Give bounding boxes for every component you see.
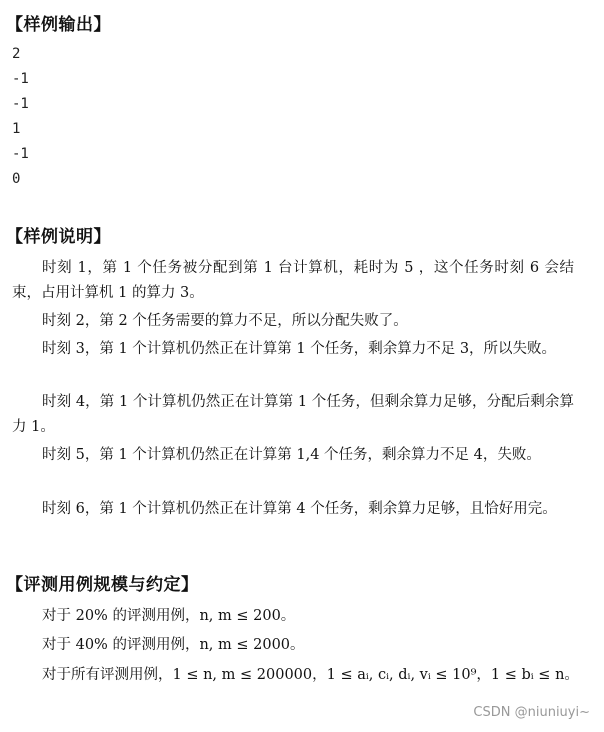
explanation-paragraph: 时刻 3，第 1 个计算机仍然正在计算第 1 个任务，剩余算力不足 3，所以失败。 bbox=[42, 341, 557, 357]
explanation-paragraph: 时刻 4，第 1 个计算机仍然正在计算第 1 个任务，但剩余算力足够，分配后剩余算力 1。 bbox=[12, 394, 574, 435]
sample-output-line: 2 bbox=[12, 46, 21, 62]
sample-output-line: 1 bbox=[12, 121, 21, 137]
constraint-line: 对于所有评测用例，1 ≤ n, m ≤ 200000，1 ≤ aᵢ, cᵢ, dᵢ, vᵢ ≤ 10⁹，1 ≤ bᵢ ≤ n。 bbox=[42, 667, 579, 683]
explanation-paragraph: 时刻 1，第 1 个任务被分配到第 1 台计算机，耗时为 5 ，这个任务时刻 6 会结束，占用计算机 1 的算力 3。 bbox=[12, 260, 574, 301]
sample-output-line: -1 bbox=[12, 146, 29, 162]
constraint-line: 对于 20% 的评测用例，n, m ≤ 200。 bbox=[42, 608, 296, 624]
csdn-watermark: CSDN @niuniuyi~ bbox=[473, 705, 590, 720]
sample-output-line: -1 bbox=[12, 71, 29, 87]
sample-output-line: 0 bbox=[12, 171, 21, 187]
sample-explanation-heading: 【样例说明】 bbox=[6, 227, 111, 247]
explanation-paragraph: 时刻 6，第 1 个计算机仍然正在计算第 4 个任务，剩余算力足够，且恰好用完。 bbox=[42, 501, 557, 517]
constraints-heading: 【评测用例规模与约定】 bbox=[6, 575, 199, 595]
sample-output-line: -1 bbox=[12, 96, 29, 112]
explanation-paragraph: 时刻 2，第 2 个任务需要的算力不足，所以分配失败了。 bbox=[42, 313, 408, 329]
constraint-line: 对于 40% 的评测用例，n, m ≤ 2000。 bbox=[42, 637, 305, 653]
explanation-paragraph: 时刻 5，第 1 个计算机仍然正在计算第 1,4 个任务，剩余算力不足 4，失败。 bbox=[42, 447, 541, 463]
sample-output-heading: 【样例输出】 bbox=[6, 15, 111, 35]
